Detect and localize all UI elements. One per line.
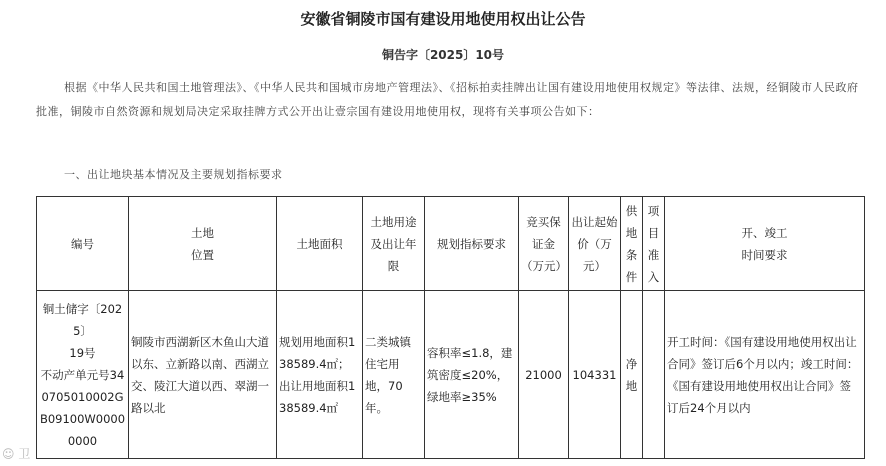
page-title: 安徽省铜陵市国有建设用地使用权出让公告 <box>300 10 586 28</box>
header-area: 土地面积 <box>277 197 363 291</box>
header-schedule: 开、竣工 时间要求 <box>665 197 865 291</box>
intro-paragraph: 根据《中华人民共和国土地管理法》、《中华人民共和国城市房地产管理法》、《招标拍卖挂牌出让国有建设用地使用权规定》等法律、法规，经铜陵市人民政府批准，铜陵市自然资源和规划局决定采取挂牌方式公开出让壹宗国有建设用地使用权，现将有关事项公告如下： <box>36 81 859 118</box>
cell-project-access <box>643 291 665 459</box>
cell-area: 规划用地面积138589.4㎡；出让用地面积138589.4㎡ <box>277 291 363 459</box>
header-location: 土地 位置 <box>129 197 277 291</box>
cell-use-term: 二类城镇住宅用地，70年。 <box>363 291 425 459</box>
table-row <box>37 291 865 459</box>
document-number: 铜告字〔2025〕10号 <box>381 48 505 62</box>
section-heading: 一、出让地块基本情况及主要规划指标要求 <box>64 168 283 181</box>
cell-location: 铜陵市西湖新区木鱼山大道以东、立新路以南、西湖立交、陵江大道以西、翠湖一路以北 <box>129 291 277 459</box>
header-use-term: 土地用途及出让年限 <box>363 197 425 291</box>
cell-start-price: 104331 <box>569 291 621 459</box>
header-number: 编号 <box>37 197 129 291</box>
cell-deposit: 21000 <box>519 291 569 459</box>
header-project-access: 项目准入 <box>643 197 665 291</box>
cell-supply-condition: 净地 <box>621 291 643 459</box>
cell-schedule: 开工时间：《国有建设用地使用权出让合同》签订后6个月以内；竣工时间：《国有建设用地使用权出让合同》签订后24个月以内 <box>665 291 865 459</box>
cell-planning: 容积率≤1.8，建筑密度≤20%，绿地率≥35% <box>425 291 519 459</box>
watermark: ☺ 卫 <box>2 447 31 461</box>
header-planning: 规划指标要求 <box>425 197 519 291</box>
land-parcel-table <box>36 196 865 459</box>
cell-number: 铜土储字〔2025〕 19号 不动产单元号340705010002GB09100W00000000 <box>37 291 129 459</box>
header-deposit: 竞买保证金（万元） <box>519 197 569 291</box>
header-supply-condition: 供地条件 <box>621 197 643 291</box>
header-start-price: 出让起始价（万元） <box>569 197 621 291</box>
table-header-row <box>37 197 865 291</box>
